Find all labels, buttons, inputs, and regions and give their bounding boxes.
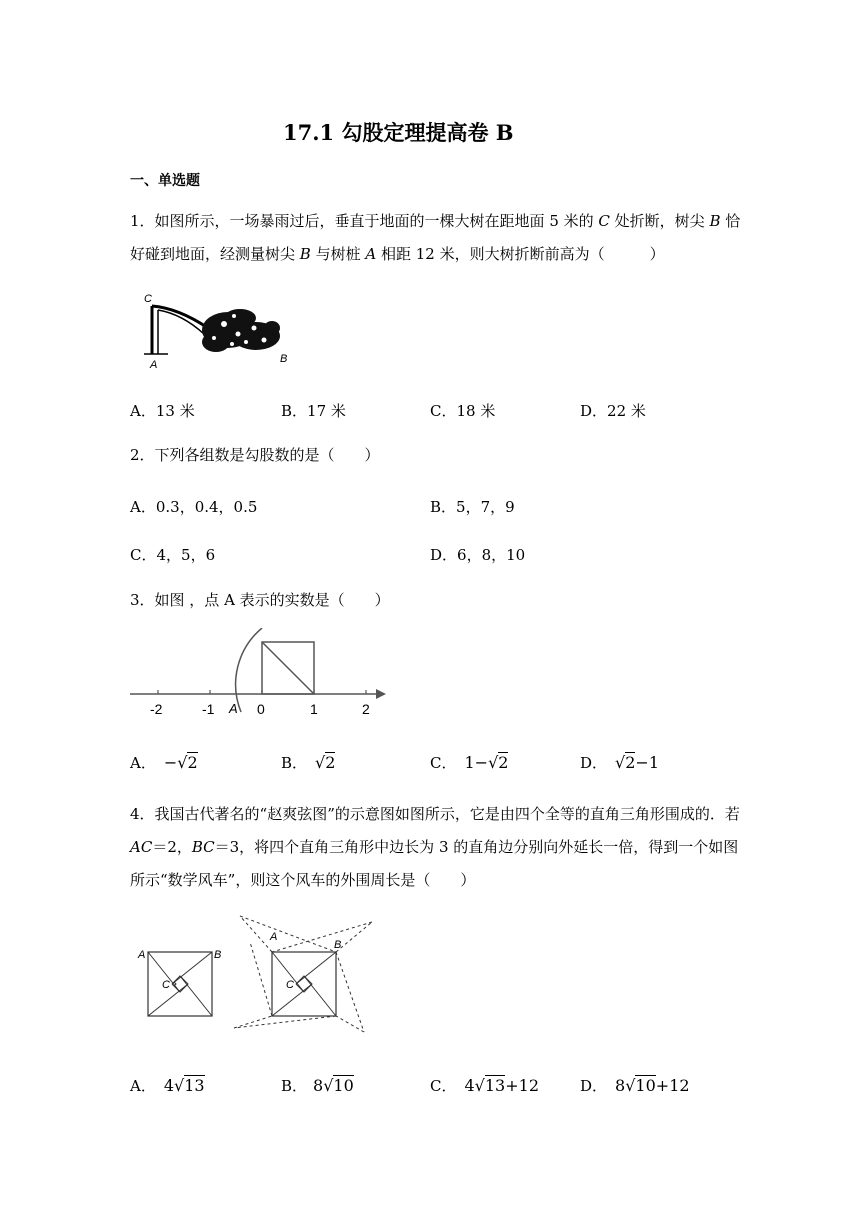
sqrt-icon: √: [323, 1076, 334, 1095]
sqrt-icon: √: [174, 1076, 185, 1095]
sqrt-icon: √: [615, 753, 626, 772]
question-4-line-1: 4．我国古代著名的“赵爽弦图”的示意图如图所示，它是由四个全等的直角三角形围成的．若: [130, 805, 740, 823]
tree-crown: [202, 309, 280, 352]
section-heading: 一、单选题: [130, 173, 200, 189]
sqrt-icon: √: [315, 753, 326, 772]
q3-option-a[interactable]: A． −√2: [130, 753, 198, 772]
windmill-label-c: C: [286, 979, 294, 991]
tick-label-2: 2: [362, 701, 370, 717]
point-a-label: A: [229, 701, 238, 716]
q1-option-b[interactable]: B．17 米: [281, 402, 346, 420]
zhao-shuang-figure: [128, 912, 228, 1020]
windmill-blades: [234, 916, 372, 1032]
question-2-stem: 2．下列各组数是勾股数的是（ ）: [130, 446, 380, 464]
question-1-line-2: 好碰到地面，经测量树尖 B 与树桩 A 相距 12 米，则大树折断前高为（ ）: [130, 245, 665, 263]
number-line-figure: [128, 628, 390, 720]
broken-tree-figure: [138, 288, 298, 370]
fig-label-a: A: [138, 949, 146, 961]
fig-label-b: B: [214, 949, 222, 961]
square-diagonal: [262, 642, 314, 694]
q4-option-a[interactable]: A． 4√13: [130, 1076, 205, 1095]
axis-arrow-icon: [376, 689, 386, 699]
q3-option-b[interactable]: B． √2: [281, 753, 336, 772]
windmill-label-b: B: [334, 939, 342, 951]
tick-label-0: 0: [257, 701, 265, 717]
math-windmill-figure: [228, 912, 388, 1036]
tick-label-neg2: -2: [150, 701, 163, 717]
q1-option-c[interactable]: C．18 米: [430, 402, 496, 420]
compass-arc: [236, 628, 262, 712]
tree-label-c: C: [144, 293, 152, 305]
fig-label-c: C: [162, 979, 170, 991]
sqrt-icon: √: [625, 1076, 636, 1095]
tick-label-neg1: -1: [202, 701, 215, 717]
sqrt-icon: √: [488, 753, 499, 772]
q1-option-d[interactable]: D．22 米: [580, 402, 646, 420]
q3-option-d[interactable]: D． √2−1: [580, 753, 660, 772]
sqrt-icon: √: [177, 753, 188, 772]
question-4-line-2: AC＝2，BC＝3，将四个直角三角形中边长为 3 的直角边分别向外延长一倍，得到一个如图: [130, 838, 739, 856]
outer-square: [148, 952, 212, 1016]
question-3-stem: 3．如图 ，点 A 表示的实数是（ ）: [130, 591, 390, 609]
q2-option-a[interactable]: A．0.3，0.4，0.5: [130, 498, 258, 516]
tree-label-b: B: [280, 353, 288, 365]
q2-option-b[interactable]: B．5，7，9: [430, 498, 515, 516]
sqrt-icon: √: [474, 1076, 485, 1095]
q1-option-a[interactable]: A．13 米: [130, 402, 195, 420]
question-4-line-3: 所示“数学风车”，则这个风车的外围周长是（ ）: [130, 871, 476, 889]
page-title: 17.1 勾股定理提高卷 B: [283, 120, 514, 145]
q3-option-c[interactable]: C． 1−√2: [430, 753, 509, 772]
q2-option-c[interactable]: C．4，5，6: [130, 546, 216, 564]
tick-label-1: 1: [310, 701, 318, 717]
q4-option-b[interactable]: B． 8√10: [281, 1076, 354, 1095]
q2-option-d[interactable]: D．6，8，10: [430, 546, 526, 564]
windmill-label-a: A: [270, 931, 278, 943]
q4-option-d[interactable]: D． 8√10+12: [580, 1076, 690, 1095]
windmill-square: [272, 952, 336, 1016]
question-1-line-1: 1．如图所示，一场暴雨过后，垂直于地面的一棵大树在距地面 5 米的 C 处折断，树尖 B 恰: [130, 212, 741, 230]
q4-option-c[interactable]: C． 4√13+12: [430, 1076, 539, 1095]
tree-label-a: A: [150, 359, 158, 370]
